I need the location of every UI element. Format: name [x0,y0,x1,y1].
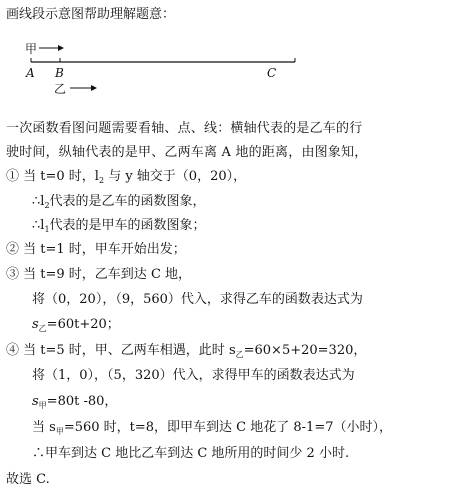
yi-arrow-head-icon [91,85,97,91]
segment-diagram [20,38,320,96]
item-4-marker: ④ [6,343,20,358]
item-4-formula: $s_甲=80t$ -80， [32,394,118,410]
item-1: ① 当 t=0 时，$l_2$ 与 y 轴交于（0，20）， [6,169,247,185]
answer: 故选 C. [6,472,50,487]
item-2: ② 当 t=1 时，甲车开始出发； [6,242,186,257]
item-3-marker: ③ [6,267,20,282]
jia-arrow-head-icon [58,45,64,51]
point-a-label: A [26,66,35,80]
item-1-marker: ① [6,169,20,184]
item-3: ③ 当 t=9 时，乙车到达 C 地， [6,267,192,282]
point-c-label: C [267,66,277,80]
car-jia-label: 甲 [25,42,38,56]
item-2-marker: ② [6,242,20,257]
item-3-line-2: 将（0，20），（9，560）代入，求得乙车的函数表达式为 [32,292,363,307]
car-yi-label: 乙 [54,82,67,96]
intro-line-1: 一次函数看图问题需要看轴、点、线：横轴代表的是乙车的行 [6,121,363,136]
intro-line-2: 驶时间，纵轴代表的是甲、乙两车离 A 地的距离，由图象知， [6,145,368,160]
item-1-conclusion-1: $\therefore l_2$代表的是乙车的函数图象， [32,194,206,210]
heading: 画线段示意图帮助理解题意： [6,7,176,22]
point-b-label: B [55,66,64,80]
item-4-line-4: 当 $s_甲=560$ 时，t=8，即甲车到达 C 地花了 8-1=7（小时）， [32,420,392,436]
item-1-conclusion-2: $\therefore l_1$代表的是甲车的函数图象； [32,218,206,234]
item-4: ④ 当 t=5 时，甲、乙两车相遇，此时 $s_乙=60\times 5+20=320$， [6,343,367,359]
item-3-formula: $s_乙=60t+20$； [32,317,120,333]
item-4-line-5: ∴甲车到达 C 地比乙车到达 C 地所用的时间少 2 小时. [32,446,350,461]
item-4-line-2: 将（1，0），（5，320）代入，求得甲车的函数表达式为 [32,368,355,383]
